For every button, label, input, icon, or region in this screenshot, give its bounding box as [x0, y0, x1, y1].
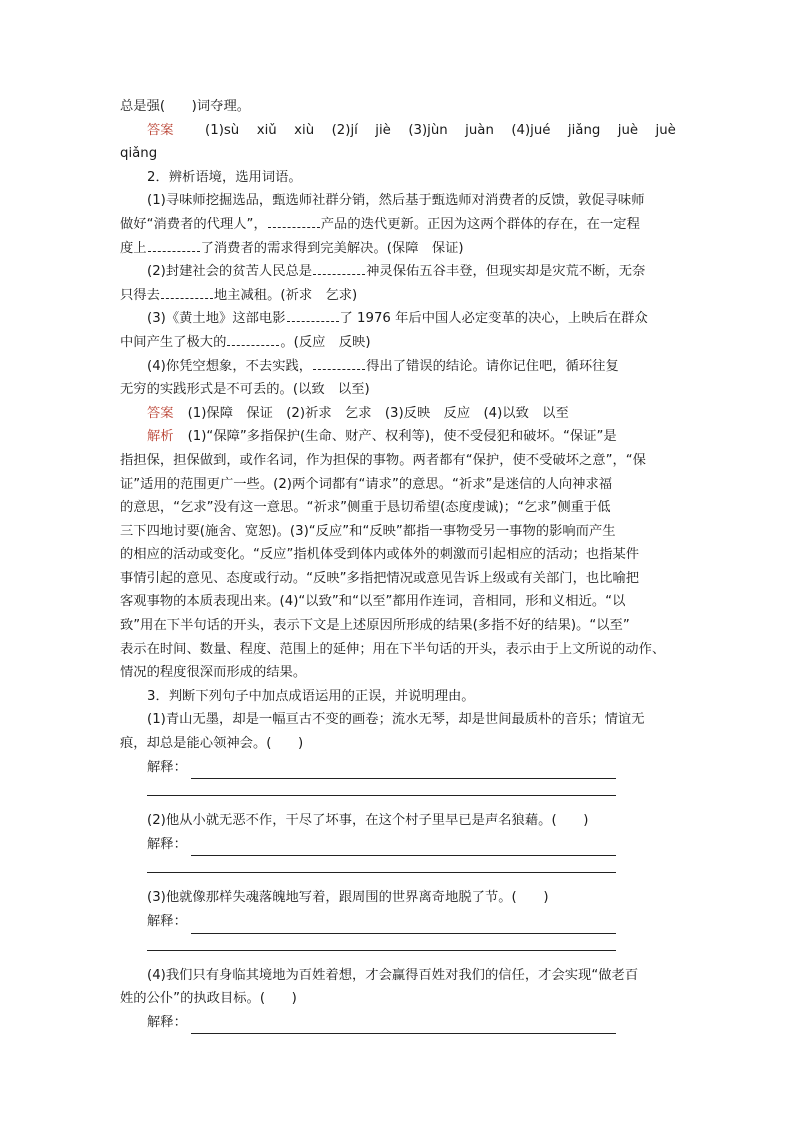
text-span: 做好“消费者的代理人”，	[120, 216, 267, 232]
answer-label: 答案	[147, 122, 174, 138]
analysis-line: 三下四地讨要(施舍、宽恕)。(3)“反应”和“反映”都指一事物受另一事物的影响而产生	[120, 523, 616, 539]
text-span: 了 1976 年后中国人必定变革的决心，上映后在群众	[339, 311, 648, 327]
text-line: 无穷的实践形式是不可丢的。(以致 以至)	[120, 382, 370, 398]
question-2-title: 2．辨析语境，选用词语。	[147, 169, 302, 185]
analysis-line: 表示在时间、数量、程度、范围上的延伸；用在下半句话的开头，表示由于上文所说的动作、	[120, 641, 666, 657]
explain-row	[120, 1011, 676, 1035]
text-span: 了消费者的需求得到完美解决。(保障 保证)	[200, 240, 464, 256]
text-span: 神灵保佑五谷丰登，但现实却是灾荒不断，无奈	[366, 264, 646, 280]
fill-blank[interactable]	[287, 307, 339, 322]
text-line	[120, 213, 676, 237]
answer-line[interactable]	[191, 917, 616, 934]
text-line	[120, 331, 676, 355]
text-line: (1)青山无墨，却是一幅亘古不变的画卷；流水无琴，却是世间最质朴的音乐；情谊无	[147, 712, 645, 728]
analysis-line: 致”用在下半句话的开头，表示下文是上述原因所形成的结果(多指不好的结果)。“以至”	[120, 618, 630, 634]
text-span: 度上	[120, 240, 147, 256]
pinyin: jiè	[375, 122, 391, 138]
text-line: (2)他从小就无恶不作，干尽了坏事，在这个村子里早已是声名狼藉。( )	[147, 813, 589, 829]
explain-label: 解释：	[147, 1014, 187, 1030]
text-line: 姓的公仆”的执政目标。( )	[120, 991, 297, 1007]
analysis-line: 的相应的活动或变化。“反应”指机体受到体内或体外的刺激而引起相应的活动；也指某件	[120, 547, 640, 563]
pinyin: (2)jí	[331, 122, 358, 138]
worksheet-content	[120, 95, 676, 1034]
explain-label: 解释：	[147, 914, 187, 929]
answer-line[interactable]	[191, 839, 616, 856]
explain-label: 解释：	[147, 759, 187, 775]
text-span: 地主减租。(祈求 乞求)	[213, 287, 358, 303]
fill-blank[interactable]	[268, 213, 320, 228]
text-span: 只得去	[120, 287, 160, 303]
text-span: 中间产生了极大的	[120, 334, 227, 350]
text-line	[120, 284, 676, 308]
text-line	[120, 260, 676, 284]
analysis-line: 情况的程度很深而形成的结果。	[120, 665, 307, 681]
analysis-line	[120, 425, 676, 449]
text-span: (4)你凭空想象，不去实践，	[147, 358, 313, 374]
pinyin-wrap: qiǎng	[120, 146, 158, 162]
answer-label: 答案	[147, 405, 174, 421]
text-line	[120, 237, 676, 261]
analysis-line: 指担保，担保做到，或作名词，作为担保的事物。两者都有“保护，使不受破坏之意”，“保	[120, 452, 646, 468]
explain-row	[120, 833, 676, 857]
analysis-line: 客观事物的本质表现出来。(4)“以致”和“以至”都用作连词，音相同，形和义相近。“以	[120, 594, 626, 610]
question-3-title: 3．判断下列句子中加点成语运用的正误，并说明理由。	[147, 688, 475, 704]
explain-row	[120, 910, 676, 934]
fill-blank[interactable]	[161, 284, 213, 299]
text-span: (2)封建社会的贫苦人民总是	[147, 264, 313, 280]
pinyin: (3)jùn	[408, 122, 448, 138]
text-line: (3)他就像那样失魂落魄地写着，跟周围的世界离奇地脱了节。( )	[147, 890, 549, 906]
answer-line[interactable]	[191, 762, 616, 779]
text-span: 产品的迭代更新。正因为这两个群体的存在，在一定程	[320, 216, 640, 232]
analysis-line: 证”适用的范围更广一些。(2)两个词都有“请求”的意思。“祈求”是迷信的人向神求福	[120, 476, 613, 492]
analysis-label: 解析	[147, 429, 174, 445]
analysis-line: 事情引起的意见、态度或行动。“反映”多指把情况或意见告诉上级或有关部门，也比喻把	[120, 570, 640, 586]
text-span: 得出了错误的结论。请你记住吧，循环往复	[366, 358, 619, 374]
analysis-line: 的意思，“乞求”没有这一意思。“祈求”侧重于恳切希望(态度虔诚)；“乞求”侧重于低	[120, 500, 611, 516]
pinyin: juè	[617, 122, 639, 138]
answer-2	[120, 402, 676, 426]
text-line: 总是强( )词夺理。	[120, 99, 251, 114]
text-line: (1)寻味师挖掘选品，甄选师社群分销，然后基于甄选师对消费者的反馈，敦促寻味师	[147, 193, 645, 209]
fill-blank[interactable]	[227, 331, 279, 346]
pinyin: xiǔ	[256, 122, 277, 138]
fill-blank[interactable]	[313, 260, 365, 275]
text-line	[120, 355, 676, 379]
pinyin: juè	[655, 122, 676, 138]
fill-blank[interactable]	[148, 237, 200, 252]
pinyin: jiǎng	[567, 122, 601, 138]
fill-blank[interactable]	[313, 355, 365, 370]
answer-line[interactable]	[147, 856, 616, 873]
pinyin: juàn	[465, 122, 494, 138]
pinyin: (1)sù	[205, 122, 240, 138]
text-span: 。(反应 反映)	[280, 334, 371, 350]
answer-line[interactable]	[147, 934, 616, 951]
text-line: 痕，却总是能心领神会。( )	[120, 736, 304, 752]
answer-line[interactable]	[147, 779, 616, 796]
text-span: (3)《黄土地》这部电影	[147, 311, 286, 327]
answer-text: (1)保障 保证 (2)祈求 乞求 (3)反映 反应 (4)以致 以至	[187, 405, 569, 421]
answer-1	[120, 119, 676, 143]
explain-row	[120, 756, 676, 780]
pinyin: (4)jué	[511, 122, 551, 138]
explain-label: 解释：	[147, 836, 187, 852]
text-line: (4)我们只有身临其境地为百姓着想，才会赢得百姓对我们的信任，才会实现“做老百	[147, 967, 639, 983]
pinyin: xiù	[294, 122, 315, 138]
answer-line[interactable]	[191, 1017, 616, 1034]
text-span: (1)“保障”多指保护(生命、财产、权利等)，使不受侵犯和破坏。“保证”是	[187, 429, 617, 445]
text-line	[120, 307, 676, 331]
